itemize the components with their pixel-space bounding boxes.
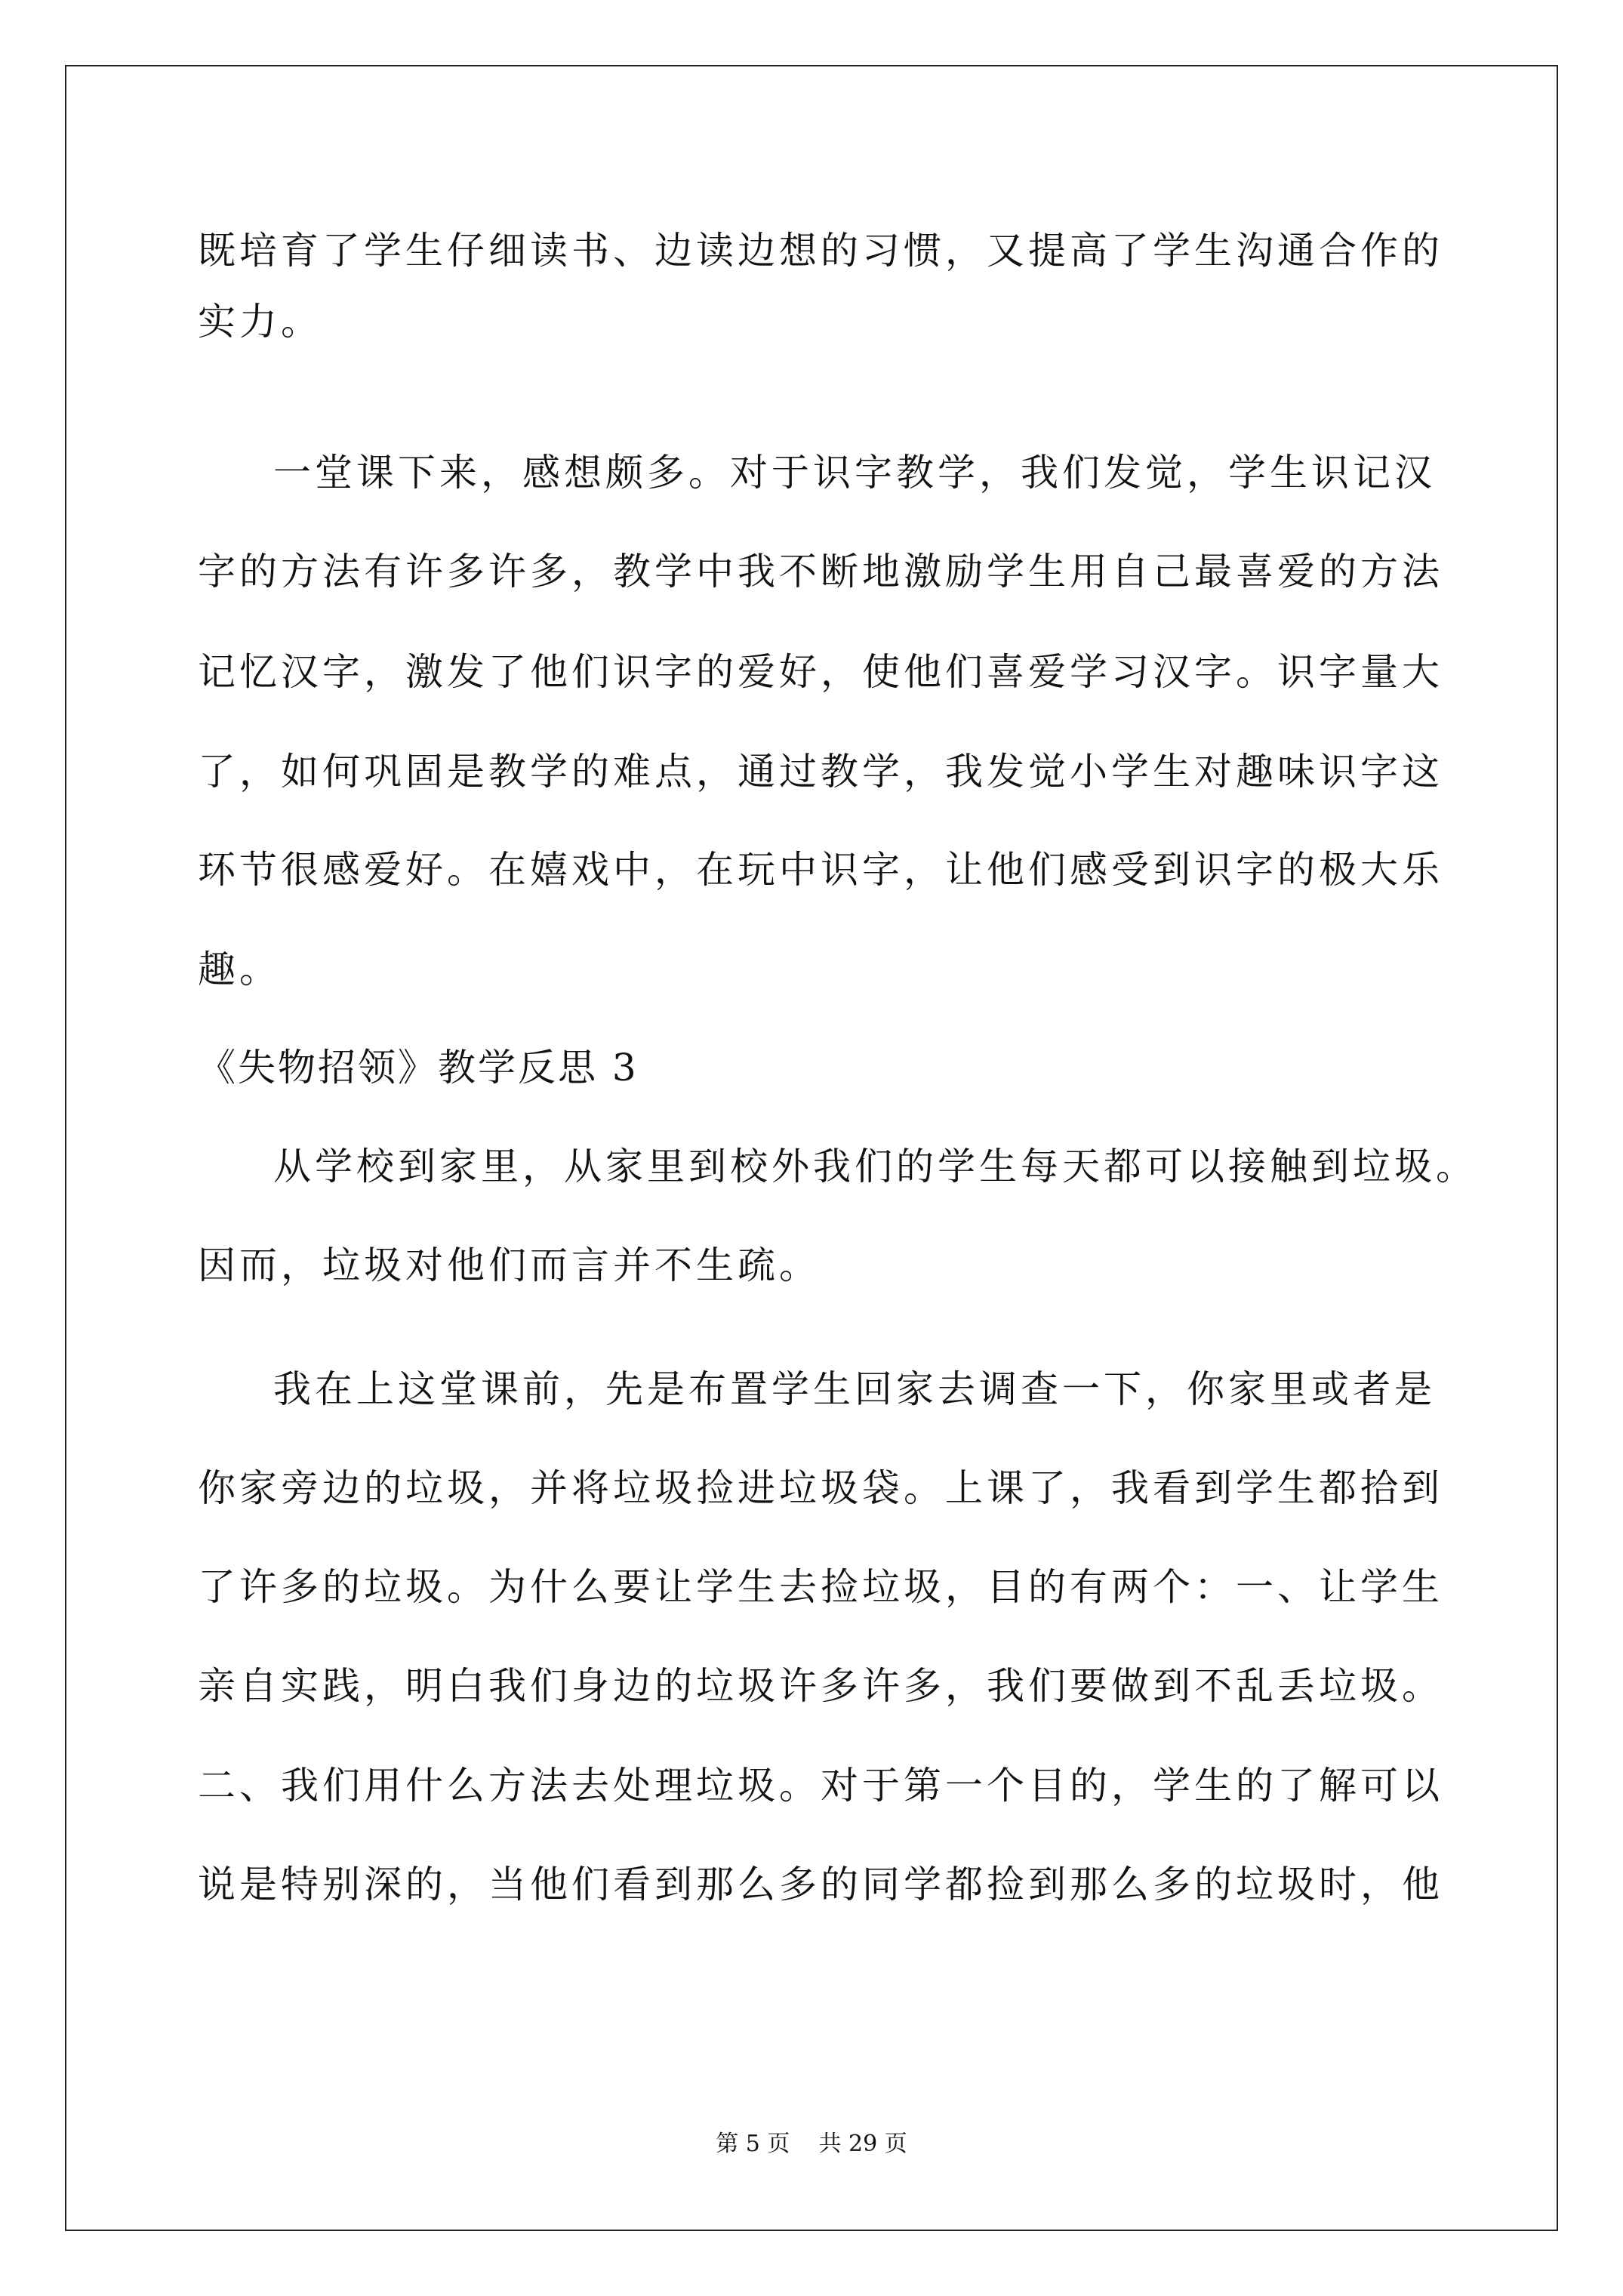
text-line: 一堂课下来，感想颇多。对于识字教学，我们发觉，学生识记汉 xyxy=(273,451,1436,495)
text-line: 了，如何巩固是教学的难点，通过教学，我发觉小学生对趣味识字这 xyxy=(198,750,1443,794)
section-heading: 《失物招领》教学反思 3 xyxy=(198,1046,639,1089)
text-line: 字的方法有许多许多，教学中我不断地激励学生用自己最喜爱的方法 xyxy=(198,550,1443,593)
page-footer: 第 5 页 共 29 页 xyxy=(716,2131,907,2157)
text-line: 亲自实践，明白我们身边的垃圾许多许多，我们要做到不乱丢垃圾。 xyxy=(198,1664,1443,1708)
text-line: 二、我们用什么方法去处理垃圾。对于第一个目的，学生的了解可以 xyxy=(198,1764,1443,1808)
text-line: 记忆汉字，激发了他们识字的爱好，使他们喜爱学习汉字。识字量大 xyxy=(198,650,1443,694)
text-line: 实力。 xyxy=(198,300,322,344)
text-line: 既培育了学生仔细读书、边读边想的习惯，又提高了学生沟通合作的 xyxy=(198,229,1443,273)
text-line: 从学校到家里，从家里到校外我们的学生每天都可以接触到垃圾。 xyxy=(273,1145,1477,1188)
text-line: 我在上这堂课前，先是布置学生回家去调查一下，你家里或者是 xyxy=(273,1367,1436,1411)
text-line: 趣。 xyxy=(198,948,281,991)
text-line: 环节很感爱好。在嬉戏中，在玩中识字，让他们感受到识字的极大乐 xyxy=(198,848,1443,892)
text-line: 说是特别深的，当他们看到那么多的同学都捡到那么多的垃圾时，他 xyxy=(198,1863,1443,1906)
text-line: 了许多的垃圾。为什么要让学生去捡垃圾，目的有两个：一、让学生 xyxy=(198,1565,1443,1609)
text-line: 你家旁边的垃圾，并将垃圾捡进垃圾袋。上课了，我看到学生都拾到 xyxy=(198,1466,1443,1510)
text-line: 因而，垃圾对他们而言并不生疏。 xyxy=(198,1244,821,1287)
